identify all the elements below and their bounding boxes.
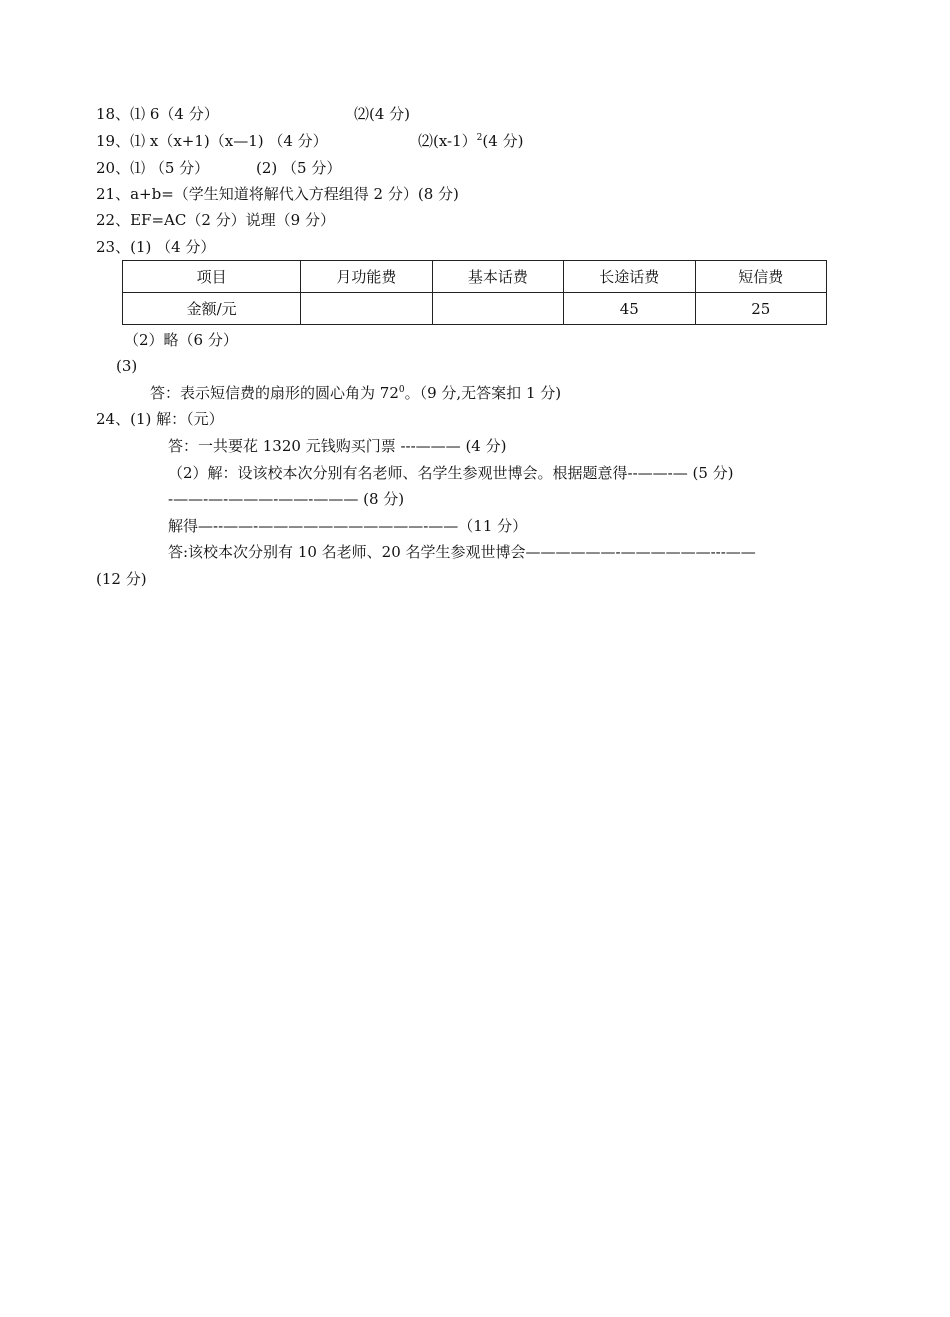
- table-cell: 25: [695, 293, 827, 325]
- table-header-cell: 短信费: [695, 261, 827, 293]
- table-cell: [301, 293, 432, 325]
- answer-20: [96, 158, 342, 178]
- answer-23-part2: （2）略（6 分）: [124, 331, 238, 349]
- answer-22: 22、EF=AC（2 分）说理（9 分）: [96, 211, 335, 229]
- degree-superscript: 0: [398, 385, 405, 395]
- answer-19-part2-score: (4 分): [482, 132, 524, 150]
- answer-23-conclusion: [150, 383, 561, 403]
- answer-18: [96, 104, 411, 124]
- table-cell: 45: [564, 293, 695, 325]
- answer-19-part1: 19、⑴ x（x+1)（x—1) （4 分）: [96, 132, 328, 150]
- answer-20-part2: (2) （5 分）: [256, 159, 342, 177]
- table-cell: 金额/元: [123, 293, 301, 325]
- answer-18-part2: ⑵(4 分): [354, 105, 411, 123]
- table-cell: [432, 293, 563, 325]
- answer-19: [96, 131, 524, 151]
- table-header-cell: 基本话费: [432, 261, 563, 293]
- table-header-row: [123, 261, 827, 293]
- answer-20-part1: 20、⑴ （5 分）: [96, 159, 210, 177]
- table-row: [123, 293, 827, 325]
- table-header-cell: 长途话费: [564, 261, 695, 293]
- answer-23-conclusion-text: 答：表示短信费的扇形的圆心角为 72: [150, 384, 399, 402]
- answer-24-part2: （2）解：设该校本次分别有名老师、名学生参观世博会。根据题意得--——-— (5 分): [168, 464, 734, 482]
- answer-23-conclusion-score: 。（9 分,无答案扣 1 分): [404, 384, 562, 402]
- answer-18-part1: 18、⑴ 6（4 分）: [96, 105, 219, 123]
- answer-23: 23、(1) （4 分）: [96, 238, 216, 256]
- table-header-cell: 月功能费: [301, 261, 432, 293]
- answer-24-score: (12 分): [96, 570, 147, 588]
- answer-24-equations: -——-—-———-——-——— (8 分): [168, 490, 405, 508]
- fee-table: [122, 260, 827, 325]
- table-header-cell: 项目: [123, 261, 301, 293]
- answer-19-part2-base: ⑵(x-1）: [418, 132, 477, 150]
- answer-23-part3: (3): [116, 357, 138, 375]
- answer-24-conclusion2: 答:该校本次分别有 10 名老师、20 名学生参观世博会——————-——————---——: [168, 543, 756, 561]
- answer-24-conclusion1: 答：一共要花 1320 元钱购买门票 ---——— (4 分): [168, 437, 507, 455]
- answer-21: 21、a+b=（学生知道将解代入方程组得 2 分）(8 分): [96, 185, 459, 203]
- answer-24-solution: 解得—--——-———————————-——（11 分）: [168, 517, 528, 535]
- answer-24-part1: 24、(1) 解：（元）: [96, 410, 224, 428]
- answer-19-part2: [418, 131, 523, 151]
- exponent: 2: [476, 133, 483, 143]
